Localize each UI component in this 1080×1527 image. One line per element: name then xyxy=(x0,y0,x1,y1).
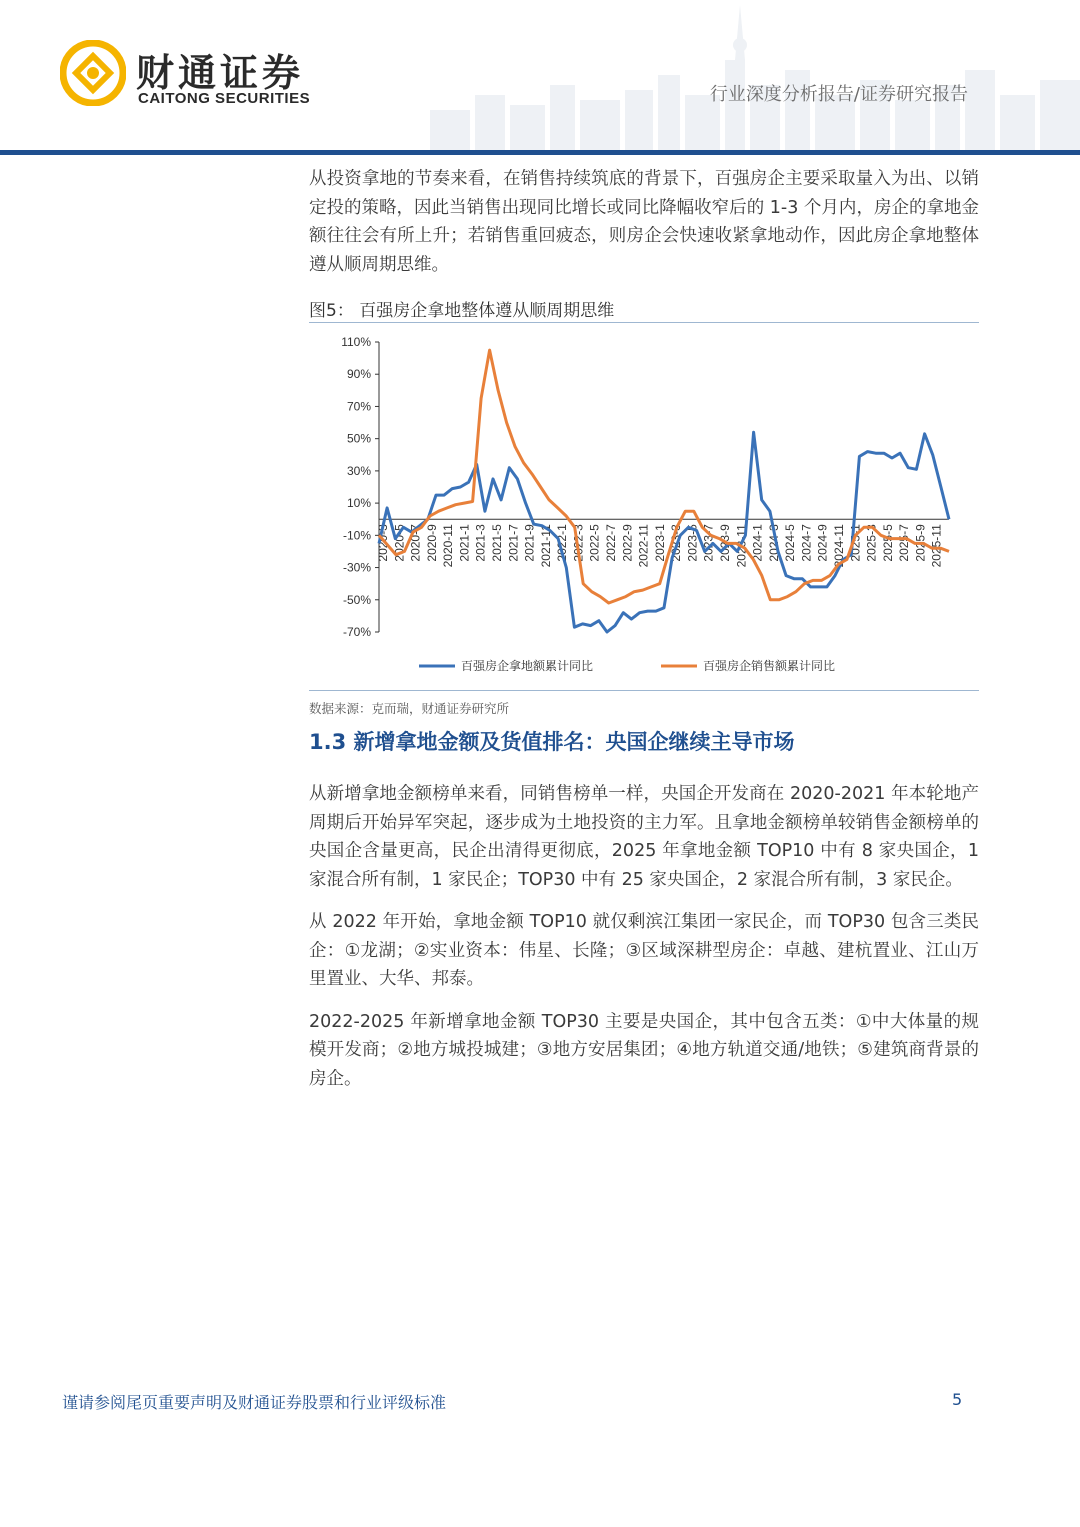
x-tick-label: 2025-1 xyxy=(848,524,863,562)
x-tick-label: 2020-9 xyxy=(424,524,439,562)
report-type-label: 行业深度分析报告/证券研究报告 xyxy=(709,84,968,105)
x-tick-label: 2025-11 xyxy=(929,524,944,568)
y-tick-label: 90% xyxy=(346,367,371,382)
y-tick-label: 110% xyxy=(341,335,371,349)
chart-series xyxy=(379,350,949,632)
data-source-note: 数据来源：克而瑞，财通证券研究所 xyxy=(309,701,510,716)
x-tick-label: 2025-7 xyxy=(897,524,912,562)
x-tick-label: 2025-5 xyxy=(880,524,895,562)
section-heading-1-3: 1.3 新增拿地金额及货值排名：央国企继续主导市场 xyxy=(309,730,795,754)
x-tick-label: 2020-11 xyxy=(441,524,456,568)
x-tick-label: 2025-3 xyxy=(864,524,879,562)
x-tick-label: 2024-9 xyxy=(815,524,830,562)
x-tick-label: 2021-9 xyxy=(522,524,537,562)
x-tick-label: 2025-9 xyxy=(913,524,928,562)
caitong-coin-logo-icon xyxy=(60,40,126,106)
x-tick-label: 2023-3 xyxy=(669,524,684,562)
x-tick-label: 2022-3 xyxy=(571,524,586,562)
header-divider xyxy=(0,150,1080,155)
x-tick-label: 2022-5 xyxy=(587,524,602,562)
legend-label: 百强房企拿地额累计同比 xyxy=(461,659,594,673)
y-axis xyxy=(341,335,379,639)
series-line-sales xyxy=(379,350,949,603)
paragraph-2: 从新增拿地金额榜单来看，同销售榜单一样，央国企开发商在 2020-2021 年本轮地产周期后开始异军突起，逐步成为土地投资的主力军。且拿地金额榜单较销售金额榜单的央国企含量更高，民企出清得更彻底，2025 年拿地金额 TOP10 中有 8 家央国企，1 家混合所有制，1 家民企；TOP30 中有 25 家央国企，2 家混合所有制，3 家民企。 xyxy=(309,784,979,890)
page-header xyxy=(0,0,1080,158)
legend-label: 百强房企销售额累计同比 xyxy=(703,659,836,673)
paragraph-3: 从 2022 年开始，拿地金额 TOP10 就仅剩滨江集团一家民企，而 TOP30 包含三类民企：①龙湖；②实业资本：伟星、长隆；③区域深耕型房企：卓越、建杭置业、江山万里置业、大华、邦泰。 xyxy=(309,912,979,989)
x-tick-label: 2021-5 xyxy=(490,524,504,562)
x-tick-label: 2024-1 xyxy=(750,524,765,562)
body-paragraphs xyxy=(309,780,979,1093)
x-tick-label: 2023-7 xyxy=(701,524,716,562)
x-tick-label: 2022-1 xyxy=(555,524,570,562)
page-number: 5 xyxy=(952,1390,963,1409)
figure-title: 图5： 百强房企拿地整体遵从顺周期思维 xyxy=(309,301,615,321)
x-tick-label: 2024-3 xyxy=(766,524,781,562)
x-tick-label: 2020-5 xyxy=(392,524,407,562)
brand-name-en: CAITONG SECURITIES xyxy=(138,90,311,107)
y-tick-label: -70% xyxy=(342,625,371,639)
x-tick-label: 2024-7 xyxy=(799,524,814,562)
figure-bottom-rule xyxy=(309,690,979,691)
paragraph-4: 2022-2025 年新增拿地金额 TOP30 主要是央国企，其中包含五类：①中大体量的规模开发商；②地方城投城建；③地方安居集团；④地方轨道交通/地铁；⑤建筑商背景的房企。 xyxy=(309,1011,979,1089)
x-tick-label: 2022-11 xyxy=(636,524,651,568)
y-tick-label: 10% xyxy=(346,496,371,511)
x-tick-label: 2021-3 xyxy=(473,524,488,562)
x-tick-label: 2023-9 xyxy=(718,524,732,562)
x-tick-label: 2020-3 xyxy=(376,524,390,562)
paragraph-1: 从投资拿地的节奏来看，在销售持续筑底的背景下，百强房企主要采取量入为出、以销定投的策略，因此当销售出现同比增长或同比降幅收窄后的 1-3 个月内，房企的拿地金额往往会有所上升；若销售重回疲态，则房企会快速收紧拿地动作，因此房企拿地整体遵从顺周期思维。 xyxy=(309,169,979,275)
footer-disclaimer-link[interactable]: 谨请参阅尾页重要声明及财通证券股票和行业评级标准 xyxy=(62,1393,447,1412)
caitong-logo xyxy=(60,40,320,120)
x-tick-label: 2021-1 xyxy=(457,524,472,562)
y-tick-label: -10% xyxy=(342,528,371,543)
x-tick-label: 2023-1 xyxy=(652,524,667,562)
y-tick-label: -30% xyxy=(342,560,371,575)
y-tick-label: -50% xyxy=(342,592,371,607)
y-tick-label: 70% xyxy=(346,399,371,414)
brand-name-cn: 财通证券 xyxy=(136,50,305,95)
y-tick-label: 30% xyxy=(346,463,371,478)
chart-legend xyxy=(419,658,835,673)
x-tick-label: 2022-9 xyxy=(620,524,635,562)
y-tick-label: 50% xyxy=(346,431,371,446)
x-tick-label: 2024-5 xyxy=(783,524,798,562)
x-tick-label: 2022-7 xyxy=(604,524,618,562)
x-tick-label: 2023-5 xyxy=(685,524,700,562)
x-tick-label: 2020-7 xyxy=(408,524,423,562)
intro-paragraph-block xyxy=(309,165,979,279)
x-tick-label: 2021-11 xyxy=(538,524,553,568)
figure-top-rule xyxy=(309,322,979,323)
land-acquisition-vs-sales-chart xyxy=(309,330,979,690)
x-tick-label: 2023-11 xyxy=(734,524,749,568)
city-skyline-watermark xyxy=(430,0,1080,150)
x-tick-label: 2021-7 xyxy=(506,524,521,562)
x-tick-label: 2024-11 xyxy=(832,524,846,568)
